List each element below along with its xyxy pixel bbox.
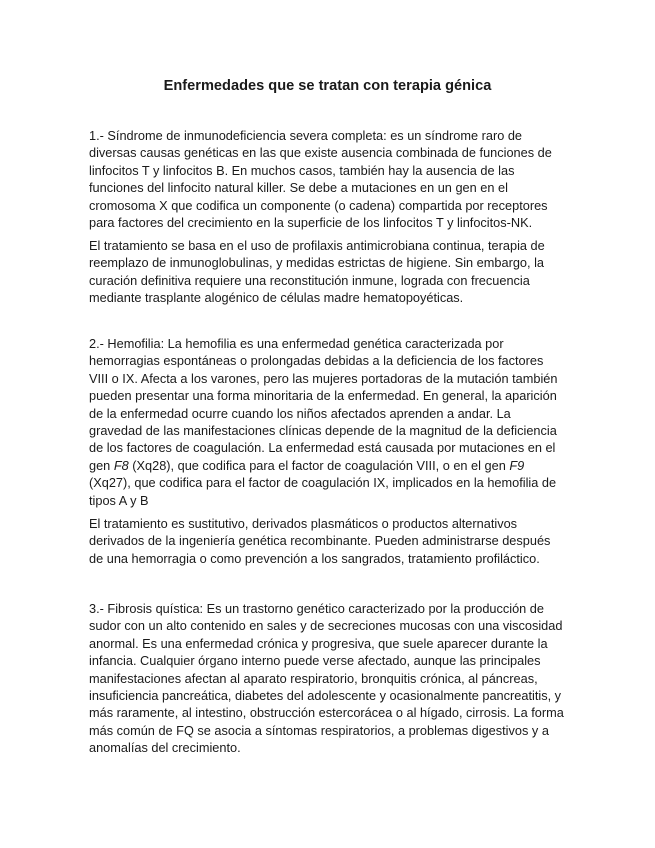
section-2-end-text: (Xq27), que codifica para el factor de coagulación IX, implicados en la hemofilia de tipos A y B [89, 475, 557, 508]
section-3-paragraph-1: 3.- Fibrosis quística: Es un trastorno genético caracterizado por la producción de sudor con un alto contenido en sales y de secreciones mucosas con una viscosidad anormal. Es una enfermedad crónica y progresiva, que suele aparecer durante la infancia. Cualquier órgano interno puede verse afectado, aunque las principales manifestaciones afectan al aparato respiratorio, bronquitis crónica, al páncreas, insuficiencia pancreática, diabetes del adolescente y ocasionalmente pancreatitis, y más raramente, al intestino, obstrucción estercorácea o al hígado, cirrosis. La forma más común de FQ se asocia a síntomas respiratorios, a problemas digestivos y a anomalías del crecimiento. [89, 601, 564, 756]
gene-f9-name: F9 [509, 457, 525, 473]
section-2-paragraph-2: El tratamiento es sustitutivo, derivados plasmáticos o productos alternativos derivados de la ingeniería genética recombinante. Pueden administrarse después de una hemorragia o como prevención a los sangrados, tratamiento profiláctico. [89, 516, 551, 566]
gene-f8-name: F8 [113, 457, 129, 473]
section-2-intro-text: 2.- Hemofilia: La hemofilia es una enfermedad genética caracterizada por hemorragias espontáneas o prolongadas debidas a la deficiencia de los factores VIII o IX. Afecta a los varones, pero las mujeres portadoras de la mutación también pueden presentar una forma minoritaria de la enfermedad. En general, la aparición de la enfermedad ocurre cuando los niños afectados aprenden a andar. La gravedad de las manifestaciones clínicas depende de la magnitud de la deficiencia de los factores de coagulación. La enfermedad está causada por mutaciones en el gen [89, 336, 558, 473]
section-2-paragraph-1 [89, 335, 565, 509]
section-2-mid-text: (Xq28), que codifica para el factor de coagulación VIII, o en el gen [128, 457, 510, 473]
page-title: Enfermedades que se tratan con terapia génica [163, 78, 492, 94]
section-1-paragraph-2: El tratamiento se basa en el uso de profilaxis antimicrobiana continua, terapia de reemplazo de inmunoglobulinas, y medidas estrictas de higiene. Sin embargo, la curación definitiva requiere una reconstitución inmune, lograda con frecuencia mediante trasplante alogénico de células madre hematopoyéticas. [89, 238, 545, 306]
section-1-paragraph-1: 1.- Síndrome de inmunodeficiencia severa completa: es un síndrome raro de diversas causas genéticas en las que existe ausencia combinada de funciones de linfocitos T y linfocitos B. En muchos casos, también hay la ausencia de las funciones del linfocito natural killer. Se debe a mutaciones en un gen en el cromosoma X que codifica un componente (o cadena) compartida por receptores para factores del crecimiento en la superficie de los linfocitos T y linfocitos-NK. [89, 128, 552, 231]
